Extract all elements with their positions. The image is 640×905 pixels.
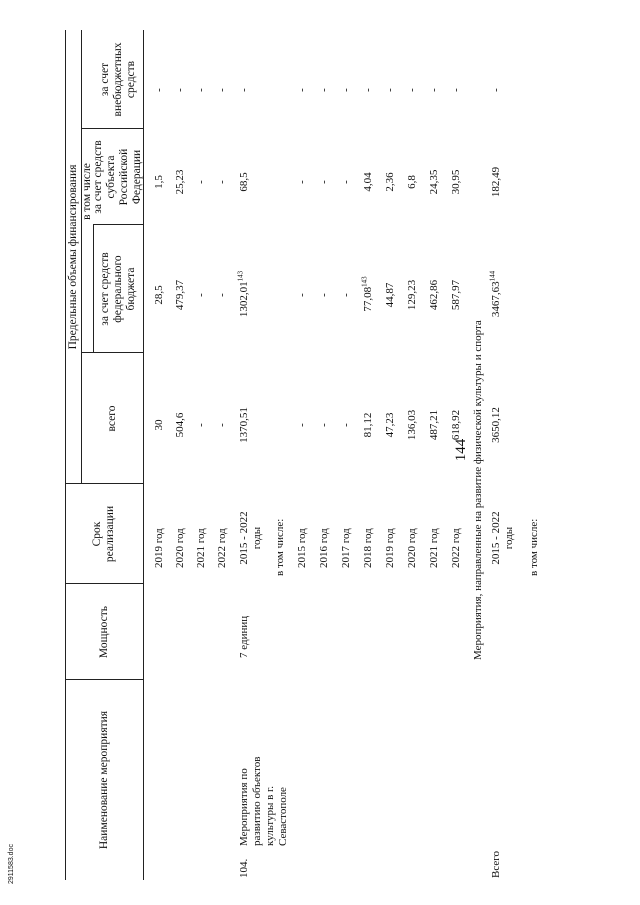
regional-cell: 25,23 — [174, 169, 186, 195]
extra-cell: - — [238, 88, 250, 92]
regional-cell: 1,5 — [153, 175, 165, 189]
table-rule — [65, 30, 66, 880]
period-cell: 2021 год — [428, 528, 440, 568]
regional-cell: 24,35 — [428, 169, 440, 195]
federal-cell: 77,08$^{143}$ — [360, 276, 374, 312]
federal-cell: - — [296, 293, 308, 297]
header-limit-group: Предельные объемы финансирования — [66, 164, 79, 350]
table-rule — [81, 30, 82, 484]
extra-cell: - — [428, 88, 440, 92]
header-federal: за счет средств федерального бюджета — [98, 252, 137, 326]
table-rule — [81, 352, 143, 353]
extra-cell: - — [174, 88, 186, 92]
total-cell: 618,92 — [450, 409, 462, 441]
federal-cell: - — [318, 293, 330, 297]
extra-cell: - — [340, 88, 352, 92]
header-capacity: Мощность — [97, 605, 110, 659]
federal-cell: 3467,63$^{144}$ — [488, 270, 502, 318]
section-title: Мероприятия, направленные на развитие физической культуры и спорта — [472, 320, 484, 660]
extra-cell: - — [318, 88, 330, 92]
footnote-ref: 144 — [488, 270, 497, 282]
table-rule — [65, 679, 143, 680]
table-rule — [93, 225, 94, 353]
header-including: в том числе — [80, 163, 93, 220]
extra-cell: - — [153, 88, 165, 92]
financing-table — [50, 30, 640, 880]
extra-cell: - — [216, 88, 228, 92]
period-cell: 2015 - 2022 годы — [238, 511, 263, 565]
measure-name: Мероприятия по развитию объектов культуры в г. Севастополе — [238, 756, 289, 846]
regional-cell: - — [318, 180, 330, 184]
federal-cell: - — [216, 293, 228, 297]
capacity-cell: 7 единиц — [238, 615, 250, 658]
period-cell: 2020 год — [406, 528, 418, 568]
regional-cell: 2,36 — [384, 172, 396, 192]
document-code: 2911583.doc — [8, 844, 15, 884]
total-cell: - — [340, 423, 352, 427]
footnote-ref: 143 — [360, 276, 369, 287]
row-number: 104. — [238, 858, 250, 878]
header-extrabudget: за счет внебюджетных средств — [98, 42, 137, 117]
total-cell: 30 — [153, 419, 165, 431]
extra-cell: - — [362, 88, 374, 92]
total-cell: - — [216, 423, 228, 427]
regional-cell: - — [195, 180, 207, 184]
federal-cell: 44,87 — [384, 282, 396, 308]
header-regional: за счет средств субъекта Российской Федерации — [92, 140, 143, 214]
regional-cell: 30,95 — [450, 169, 462, 195]
extra-cell: - — [450, 88, 462, 92]
header-total: всего — [105, 405, 118, 432]
regional-cell: 4,04 — [362, 172, 374, 192]
extra-cell: - — [195, 88, 207, 92]
extra-cell: - — [406, 88, 418, 92]
federal-cell: 129,23 — [406, 279, 418, 311]
period-cell: 2017 год — [340, 528, 352, 568]
period-cell: 2019 год — [384, 528, 396, 568]
regional-cell: 182,49 — [490, 166, 502, 198]
period-cell: 2021 год — [195, 528, 207, 568]
regional-cell: 68,5 — [238, 172, 250, 192]
table-rule — [143, 30, 144, 880]
total-cell: - — [296, 423, 308, 427]
period-cell: 2016 год — [318, 528, 330, 568]
header-period: Срок реализации — [91, 505, 116, 563]
regional-cell: - — [216, 180, 228, 184]
period-cell: 2019 год — [153, 528, 165, 568]
regional-cell: - — [296, 180, 308, 184]
table-rule — [65, 583, 143, 584]
table-rule — [65, 483, 143, 484]
total-cell: 504,6 — [174, 412, 186, 438]
regional-cell: - — [340, 180, 352, 184]
federal-cell: 587,97 — [450, 279, 462, 311]
header-name: Наименование мероприятия — [97, 710, 110, 850]
extra-cell: - — [296, 88, 308, 92]
period-cell: 2015 - 2022 годы — [490, 511, 515, 565]
federal-cell: 479,37 — [174, 279, 186, 311]
table-rule — [93, 224, 143, 225]
total-cell: 81,12 — [362, 412, 374, 438]
total-cell: - — [318, 423, 330, 427]
total-cell: 3650,12 — [490, 407, 502, 443]
total-cell: 47,23 — [384, 412, 396, 438]
total-cell: 1370,51 — [238, 407, 250, 443]
federal-cell: 28,5 — [153, 285, 165, 305]
period-cell: 2020 год — [174, 528, 186, 568]
federal-cell: 462,86 — [428, 279, 440, 311]
total-cell: 136,03 — [406, 409, 418, 441]
regional-cell: 6,8 — [406, 175, 418, 189]
footnote-ref: 143 — [236, 270, 245, 282]
total-label: Всего — [490, 851, 502, 878]
federal-cell: 1302,01$^{143}$ — [236, 270, 250, 318]
table-rule — [81, 128, 143, 129]
period-cell: 2018 год — [362, 528, 374, 568]
period-cell: 2015 год — [296, 528, 308, 568]
federal-cell: - — [340, 293, 352, 297]
including-label: в том числе: — [274, 518, 286, 576]
total-cell: - — [195, 423, 207, 427]
federal-cell: - — [195, 293, 207, 297]
page-number: 144 — [453, 438, 469, 462]
extra-cell: - — [384, 88, 396, 92]
period-cell: 2022 год — [450, 528, 462, 568]
total-cell: 487,21 — [428, 409, 440, 441]
including-label: в том числе: — [528, 518, 540, 576]
period-cell: 2022 год — [216, 528, 228, 568]
extra-cell: - — [490, 88, 502, 92]
